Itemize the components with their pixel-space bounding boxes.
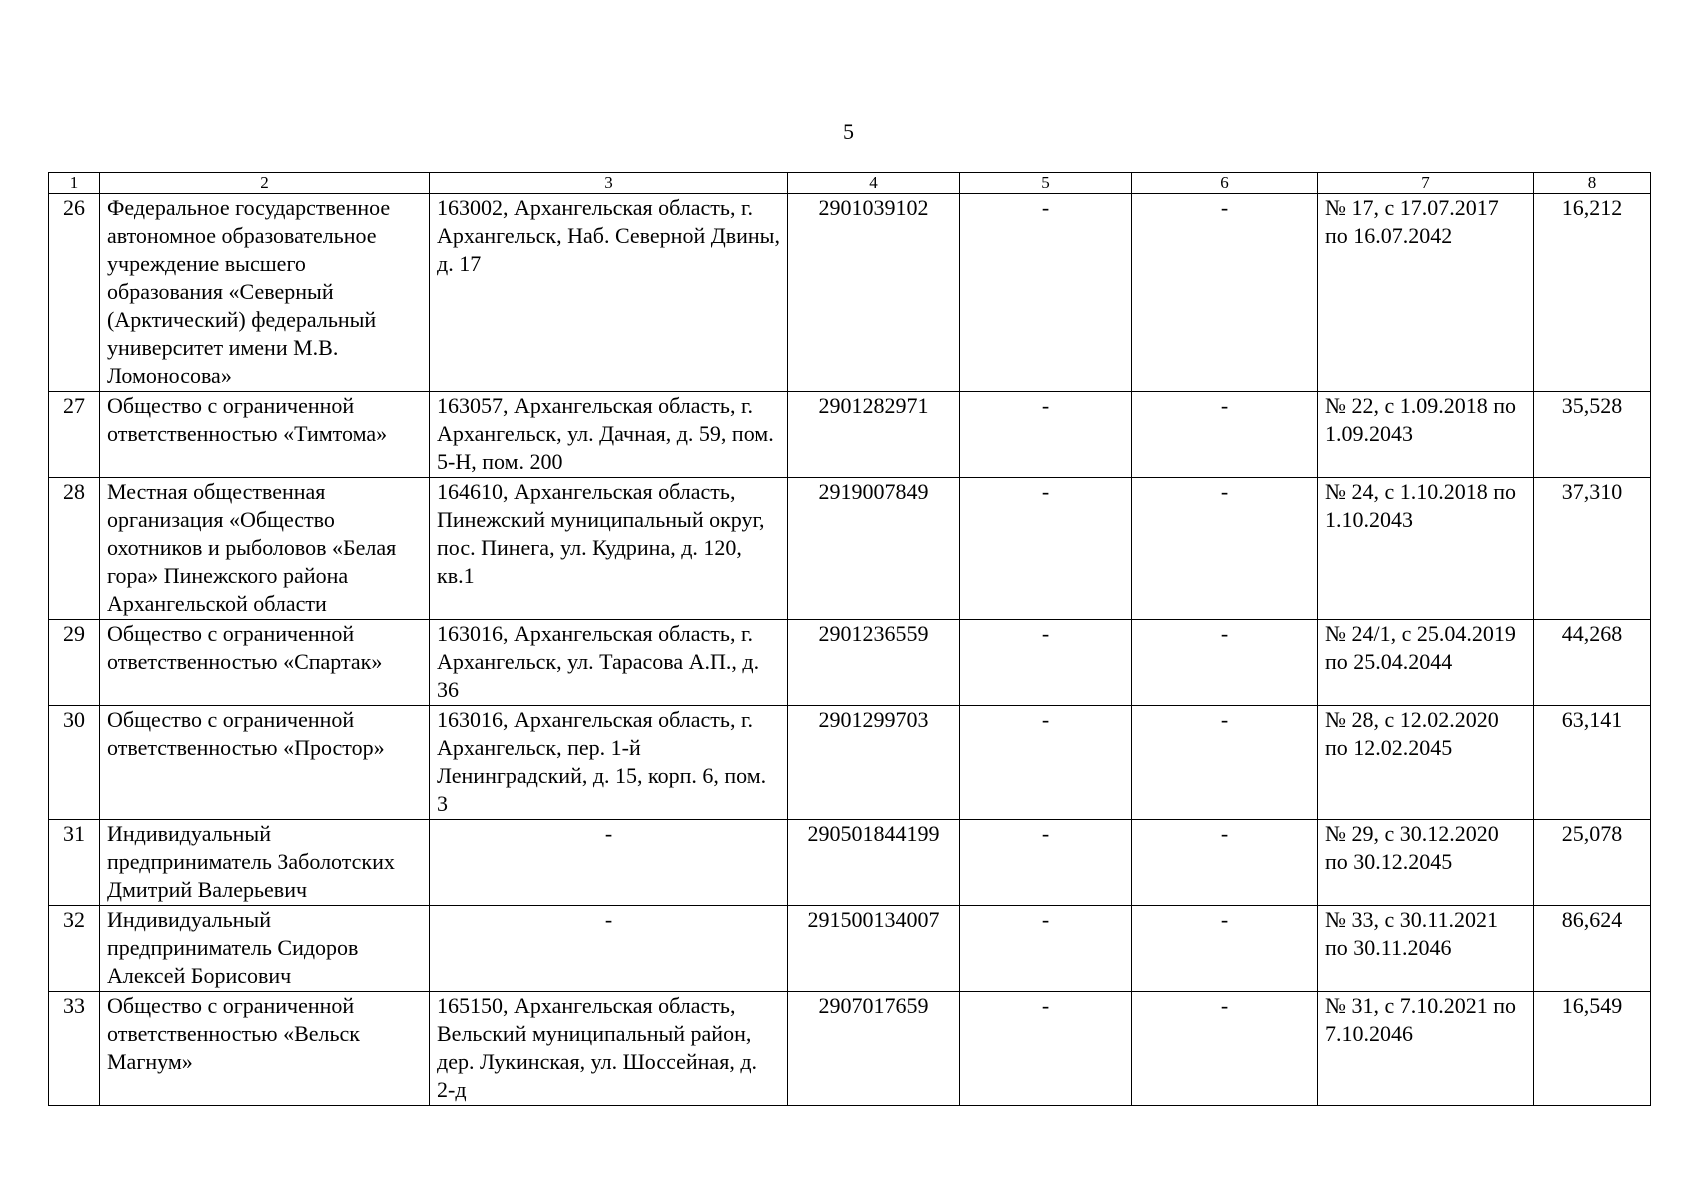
- row-number: 28: [49, 478, 100, 620]
- table-row: [49, 194, 1651, 392]
- value-cell: 35,528: [1534, 392, 1651, 478]
- header-row: [49, 173, 1651, 194]
- inn-cell: 2919007849: [788, 478, 960, 620]
- organization-address: 164610, Архангельская область, Пинежский муниципальный округ, пос. Пинега, ул. Кудрина, д. 120, кв.1: [430, 478, 788, 620]
- value-cell: 86,624: [1534, 906, 1651, 992]
- value-cell: 16,549: [1534, 992, 1651, 1106]
- organization-address: 163016, Архангельская область, г. Архангельск, ул. Тарасова А.П., д. 36: [430, 620, 788, 706]
- inn-cell: 2901282971: [788, 392, 960, 478]
- page-number: 5: [843, 119, 854, 144]
- organization-name: Индивидуальный предприниматель Сидоров Алексей Борисович: [100, 906, 430, 992]
- organization-address: 163057, Архангельская область, г. Архангельск, ул. Дачная, д. 59, пом. 5-Н, пом. 200: [430, 392, 788, 478]
- column-5-cell: -: [960, 820, 1132, 906]
- row-number: 27: [49, 392, 100, 478]
- inn-cell: 2901236559: [788, 620, 960, 706]
- table-row: [49, 820, 1651, 906]
- column-6-cell: -: [1132, 194, 1318, 392]
- column-6-cell: -: [1132, 620, 1318, 706]
- organization-address: -: [430, 906, 788, 992]
- agreement-cell: № 31, с 7.10.2021 по 7.10.2046: [1318, 992, 1534, 1106]
- table-row: [49, 992, 1651, 1106]
- agreement-cell: № 29, с 30.12.2020 по 30.12.2045: [1318, 820, 1534, 906]
- row-number: 32: [49, 906, 100, 992]
- organization-name: Федеральное государственное автономное образовательное учреждение высшего образования «Северный (Арктический) федеральный университет имени М.В. Ломоносова»: [100, 194, 430, 392]
- column-6-cell: -: [1132, 392, 1318, 478]
- column-header: 2: [100, 173, 430, 194]
- column-5-cell: -: [960, 906, 1132, 992]
- agreement-cell: № 24, с 1.10.2018 по 1.10.2043: [1318, 478, 1534, 620]
- table-row: [49, 392, 1651, 478]
- value-cell: 25,078: [1534, 820, 1651, 906]
- table-row: [49, 706, 1651, 820]
- column-header: 1: [49, 173, 100, 194]
- inn-cell: 2907017659: [788, 992, 960, 1106]
- table-row: [49, 906, 1651, 992]
- column-header: 8: [1534, 173, 1651, 194]
- row-number: 29: [49, 620, 100, 706]
- column-6-cell: -: [1132, 906, 1318, 992]
- column-header: 5: [960, 173, 1132, 194]
- column-5-cell: -: [960, 194, 1132, 392]
- row-number: 33: [49, 992, 100, 1106]
- column-6-cell: -: [1132, 820, 1318, 906]
- value-cell: 16,212: [1534, 194, 1651, 392]
- organization-name: Общество с ограниченной ответственностью «Простор»: [100, 706, 430, 820]
- column-5-cell: -: [960, 478, 1132, 620]
- registry-table: [48, 172, 1651, 1106]
- inn-cell: 2901299703: [788, 706, 960, 820]
- column-6-cell: -: [1132, 478, 1318, 620]
- column-header: 3: [430, 173, 788, 194]
- value-cell: 44,268: [1534, 620, 1651, 706]
- column-5-cell: -: [960, 992, 1132, 1106]
- column-5-cell: -: [960, 620, 1132, 706]
- organization-name: Индивидуальный предприниматель Заболотских Дмитрий Валерьевич: [100, 820, 430, 906]
- column-5-cell: -: [960, 392, 1132, 478]
- agreement-cell: № 17, с 17.07.2017 по 16.07.2042: [1318, 194, 1534, 392]
- row-number: 30: [49, 706, 100, 820]
- organization-address: 165150, Архангельская область, Вельский муниципальный район, дер. Лукинская, ул. Шоссейная, д. 2-д: [430, 992, 788, 1106]
- inn-cell: 291500134007: [788, 906, 960, 992]
- table-row: [49, 620, 1651, 706]
- value-cell: 63,141: [1534, 706, 1651, 820]
- organization-address: 163002, Архангельская область, г. Архангельск, Наб. Северной Двины, д. 17: [430, 194, 788, 392]
- organization-name: Общество с ограниченной ответственностью «Тимтома»: [100, 392, 430, 478]
- agreement-cell: № 24/1, с 25.04.2019 по 25.04.2044: [1318, 620, 1534, 706]
- column-6-cell: -: [1132, 706, 1318, 820]
- table-row: [49, 478, 1651, 620]
- agreement-cell: № 22, с 1.09.2018 по 1.09.2043: [1318, 392, 1534, 478]
- value-cell: 37,310: [1534, 478, 1651, 620]
- column-header: 7: [1318, 173, 1534, 194]
- row-number: 26: [49, 194, 100, 392]
- column-header: 4: [788, 173, 960, 194]
- inn-cell: 290501844199: [788, 820, 960, 906]
- column-5-cell: -: [960, 706, 1132, 820]
- column-header: 6: [1132, 173, 1318, 194]
- organization-address: -: [430, 820, 788, 906]
- organization-name: Общество с ограниченной ответственностью «Вельск Магнум»: [100, 992, 430, 1106]
- organization-address: 163016, Архангельская область, г. Архангельск, пер. 1-й Ленинградский, д. 15, корп. 6, пом. 3: [430, 706, 788, 820]
- agreement-cell: № 33, с 30.11.2021 по 30.11.2046: [1318, 906, 1534, 992]
- agreement-cell: № 28, с 12.02.2020 по 12.02.2045: [1318, 706, 1534, 820]
- column-6-cell: -: [1132, 992, 1318, 1106]
- row-number: 31: [49, 820, 100, 906]
- inn-cell: 2901039102: [788, 194, 960, 392]
- organization-name: Общество с ограниченной ответственностью «Спартак»: [100, 620, 430, 706]
- organization-name: Местная общественная организация «Общество охотников и рыболовов «Белая гора» Пинежского района Архангельской области: [100, 478, 430, 620]
